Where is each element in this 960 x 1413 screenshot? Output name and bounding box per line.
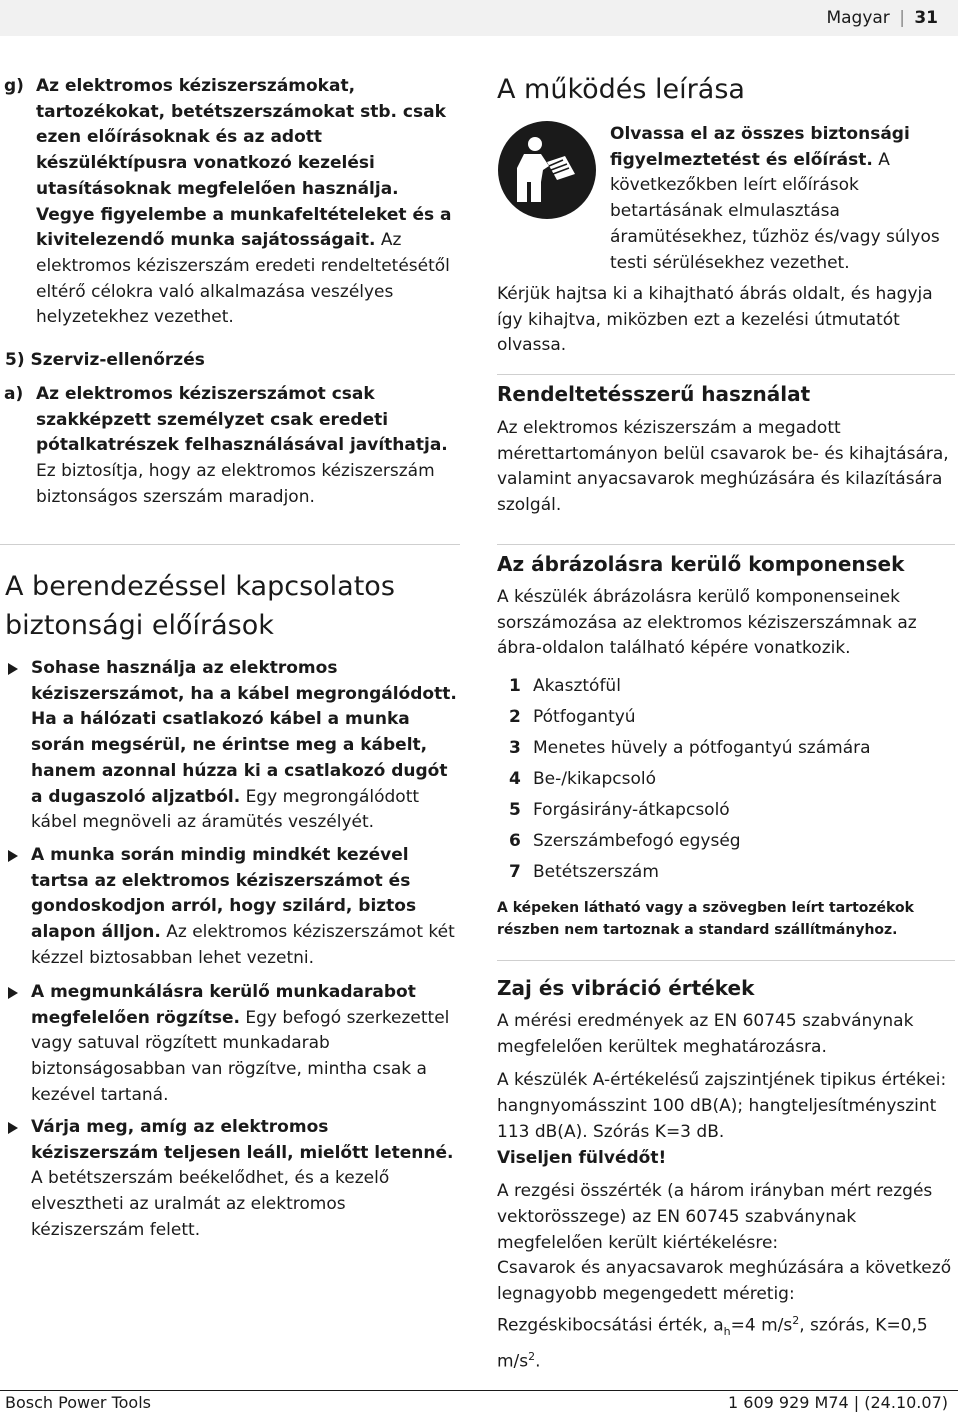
read-manual-icon <box>497 120 597 220</box>
component-label: Forgásirány-átkapcsoló <box>533 800 730 820</box>
component-label: Menetes hüvely a pótfogantyú számára <box>533 738 871 758</box>
bullet-item <box>5 656 460 836</box>
bullet-text: A betétszerszám beékelődhet, és a kezelő elvesztheti az uralmát az elektromos kéziszerszám felett. <box>31 1168 390 1240</box>
accessories-note-text: A képeken látható vagy a szövegben leírt tartozékok részben nem tartoznak a standard szállítmányhoz. <box>497 900 914 938</box>
bullet-bold: Sohase használja az elektromos kéziszerszámot, ha a kábel megrongálódott. Ha a hálózati csatlakozó kábel a munka során megsérül, ne érintse meg a kábelt, hanem azonnal húzza ki a csatlakozó dugót a dugaszoló aljzatból. <box>31 658 457 807</box>
list-item <box>509 764 949 795</box>
component-label: Pótfogantyú <box>533 707 636 727</box>
footer-doc-id: 1 609 929 M74 | (24.10.07) <box>728 1393 948 1412</box>
triangle-bullet-icon <box>8 850 18 862</box>
bullet-text: Egy megrongálódott kábel megnöveli az áramütés veszélyét. <box>31 786 420 833</box>
rule-a <box>4 382 460 511</box>
list-item <box>509 795 949 826</box>
warning-text: A következőkben leírt előírások betartásának elmulasztása áramütésekhez, tűzhöz és/vagy súlyos testi sérülésekhez vezethet. <box>610 149 940 273</box>
triangle-bullet-icon <box>8 987 18 999</box>
rule-g-label: g) <box>4 76 24 96</box>
component-number: 7 <box>509 862 521 882</box>
accessories-note <box>497 897 955 941</box>
rule-a-text: Ez biztosítja, hogy az elektromos kéziszerszám biztonságos szerszám maradjon. <box>36 461 435 507</box>
list-item <box>509 671 949 702</box>
rule-g-bold: Az elektromos kéziszerszámokat, tartozékokat, betétszerszámokat stb. csak ezen előírásoknak és az adott készüléktípusra vonatkozó kezelési utasításoknak megfelelően használja. Vegye figyelembe a munkafeltételeket és a kivitelezendő munka sajátosságait. <box>36 76 452 251</box>
divider <box>497 544 955 545</box>
vibration-value: Rezgéskibocsátási érték, $a_h=4$ $m/s^2$, szórás, K=0,5 $m/s^2$. <box>497 1313 928 1373</box>
bullet-bold: A munka során mindig mindkét kezével tartsa az elektromos kéziszerszámot és gondoskodjon arról, hogy szilárd, biztos alapon álljon. <box>31 845 417 943</box>
list-item <box>509 702 949 733</box>
page-indicator <box>826 8 938 28</box>
header-separator: | <box>899 8 905 28</box>
list-item <box>509 733 949 764</box>
description-title: A működés leírása <box>497 74 745 105</box>
bullet-item <box>5 843 460 972</box>
description-heading <box>497 70 955 109</box>
section-5-title: 5) Szerviz-ellenőrzés <box>5 350 205 370</box>
components-title: Az ábrázolásra kerülő komponensek <box>497 552 905 576</box>
bullet-item <box>5 1115 460 1244</box>
noise-section <box>497 974 955 1376</box>
triangle-bullet-icon <box>8 1122 18 1134</box>
component-label: Akasztófül <box>533 676 621 696</box>
rule-g-text: Az elektromos kéziszerszám eredeti rendeltetésétől eltérő célokra való alkalmazása veszélyes helyzetekhez vezethet. <box>36 230 450 328</box>
bullet-item <box>5 980 460 1109</box>
bullet-bold: Várja meg, amíg az elektromos kéziszerszám teljesen leáll, mielőtt letenné. <box>31 1117 454 1163</box>
component-number: 6 <box>509 831 521 851</box>
noise-paragraph: A mérési eredmények az EN 60745 szabványnak megfelelően kerültek meghatározásra. <box>497 1011 914 1057</box>
divider <box>497 960 955 961</box>
rule-a-label: a) <box>4 384 24 404</box>
fold-instruction <box>497 282 955 359</box>
warning-bold: Olvassa el az összes biztonsági figyelmeztetést és előírást. <box>610 124 910 170</box>
vibration-paragraph: Csavarok és anyacsavarok meghúzására a következő legnagyobb megengedett méretig: <box>497 1258 952 1305</box>
section-5-heading <box>5 348 460 374</box>
rule-a-bold: Az elektromos kéziszerszámot csak szakképzett személyzet csak eredeti pótalkatrészek felhasználásával javíthatja. <box>36 384 448 456</box>
footer-brand: Bosch Power Tools <box>5 1393 151 1412</box>
device-safety-title: A berendezéssel kapcsolatos biztonsági előírások <box>5 571 395 641</box>
page-header <box>0 0 958 36</box>
component-number: 5 <box>509 800 521 820</box>
component-label: Szerszámbefogó egység <box>533 831 741 851</box>
bullet-bold: A megmunkálásra kerülő munkadarabot megfelelően rögzítse. <box>31 982 416 1028</box>
bullet-text: Az elektromos kéziszerszámot két kézzel biztosabban lehet vezetni. <box>31 922 455 968</box>
language-label: Magyar <box>826 8 890 28</box>
ear-protection-warning: Viseljen fülvédőt! <box>497 1147 667 1168</box>
intended-use-text: Az elektromos kéziszerszám a megadott mérettartományon belül csavarok be- és kihajtására, valamint anyacsavarok meghúzására és kilazítására szolgál. <box>497 418 949 516</box>
intended-use-title: Rendeltetésszerű használat <box>497 382 811 406</box>
component-number: 1 <box>509 676 521 696</box>
noise-title: Zaj és vibráció értékek <box>497 976 755 1000</box>
list-item <box>509 857 949 888</box>
fold-text: Kérjük hajtsa ki a kihajtható ábrás oldalt, és hagyja így kihajtva, miközben ezt a kezelési útmutatót olvassa. <box>497 284 933 356</box>
list-item <box>509 826 949 857</box>
device-safety-heading <box>5 567 460 645</box>
page-number: 31 <box>914 8 938 28</box>
intended-use-section <box>497 380 955 519</box>
components-list <box>509 671 949 888</box>
safety-warning <box>610 122 955 276</box>
component-number: 4 <box>509 769 521 789</box>
footer-rule <box>0 1390 958 1391</box>
divider <box>497 374 955 375</box>
components-section <box>497 550 955 662</box>
rule-g <box>4 74 460 331</box>
vibration-paragraph: A rezgési összérték (a három irányban mért rezgés vektorösszege) az EN 60745 szabványnak megfelelően került kiértékelésre: <box>497 1181 933 1253</box>
component-label: Be-/kikapcsoló <box>533 769 657 789</box>
divider <box>0 544 460 545</box>
components-intro: A készülék ábrázolásra kerülő komponenseinek sorszámozása az elektromos kéziszerszámnak az ábra-oldalon található képére vonatkozik. <box>497 587 917 659</box>
bullet-text: Egy befogó szerkezettel vagy satuval rögzített munkadarab biztonságosabban van rögzítve, mintha csak a kezével tartaná. <box>31 1007 450 1105</box>
triangle-bullet-icon <box>8 663 18 675</box>
component-number: 3 <box>509 738 521 758</box>
component-label: Betétszerszám <box>533 862 659 882</box>
component-number: 2 <box>509 707 521 727</box>
noise-paragraph: A készülék A-értékelésű zajszintjének tipikus értékei: hangnyomásszint 100 dB(A); hangteljesítményszint 113 dB(A). Szórás K=3 dB. <box>497 1070 947 1142</box>
